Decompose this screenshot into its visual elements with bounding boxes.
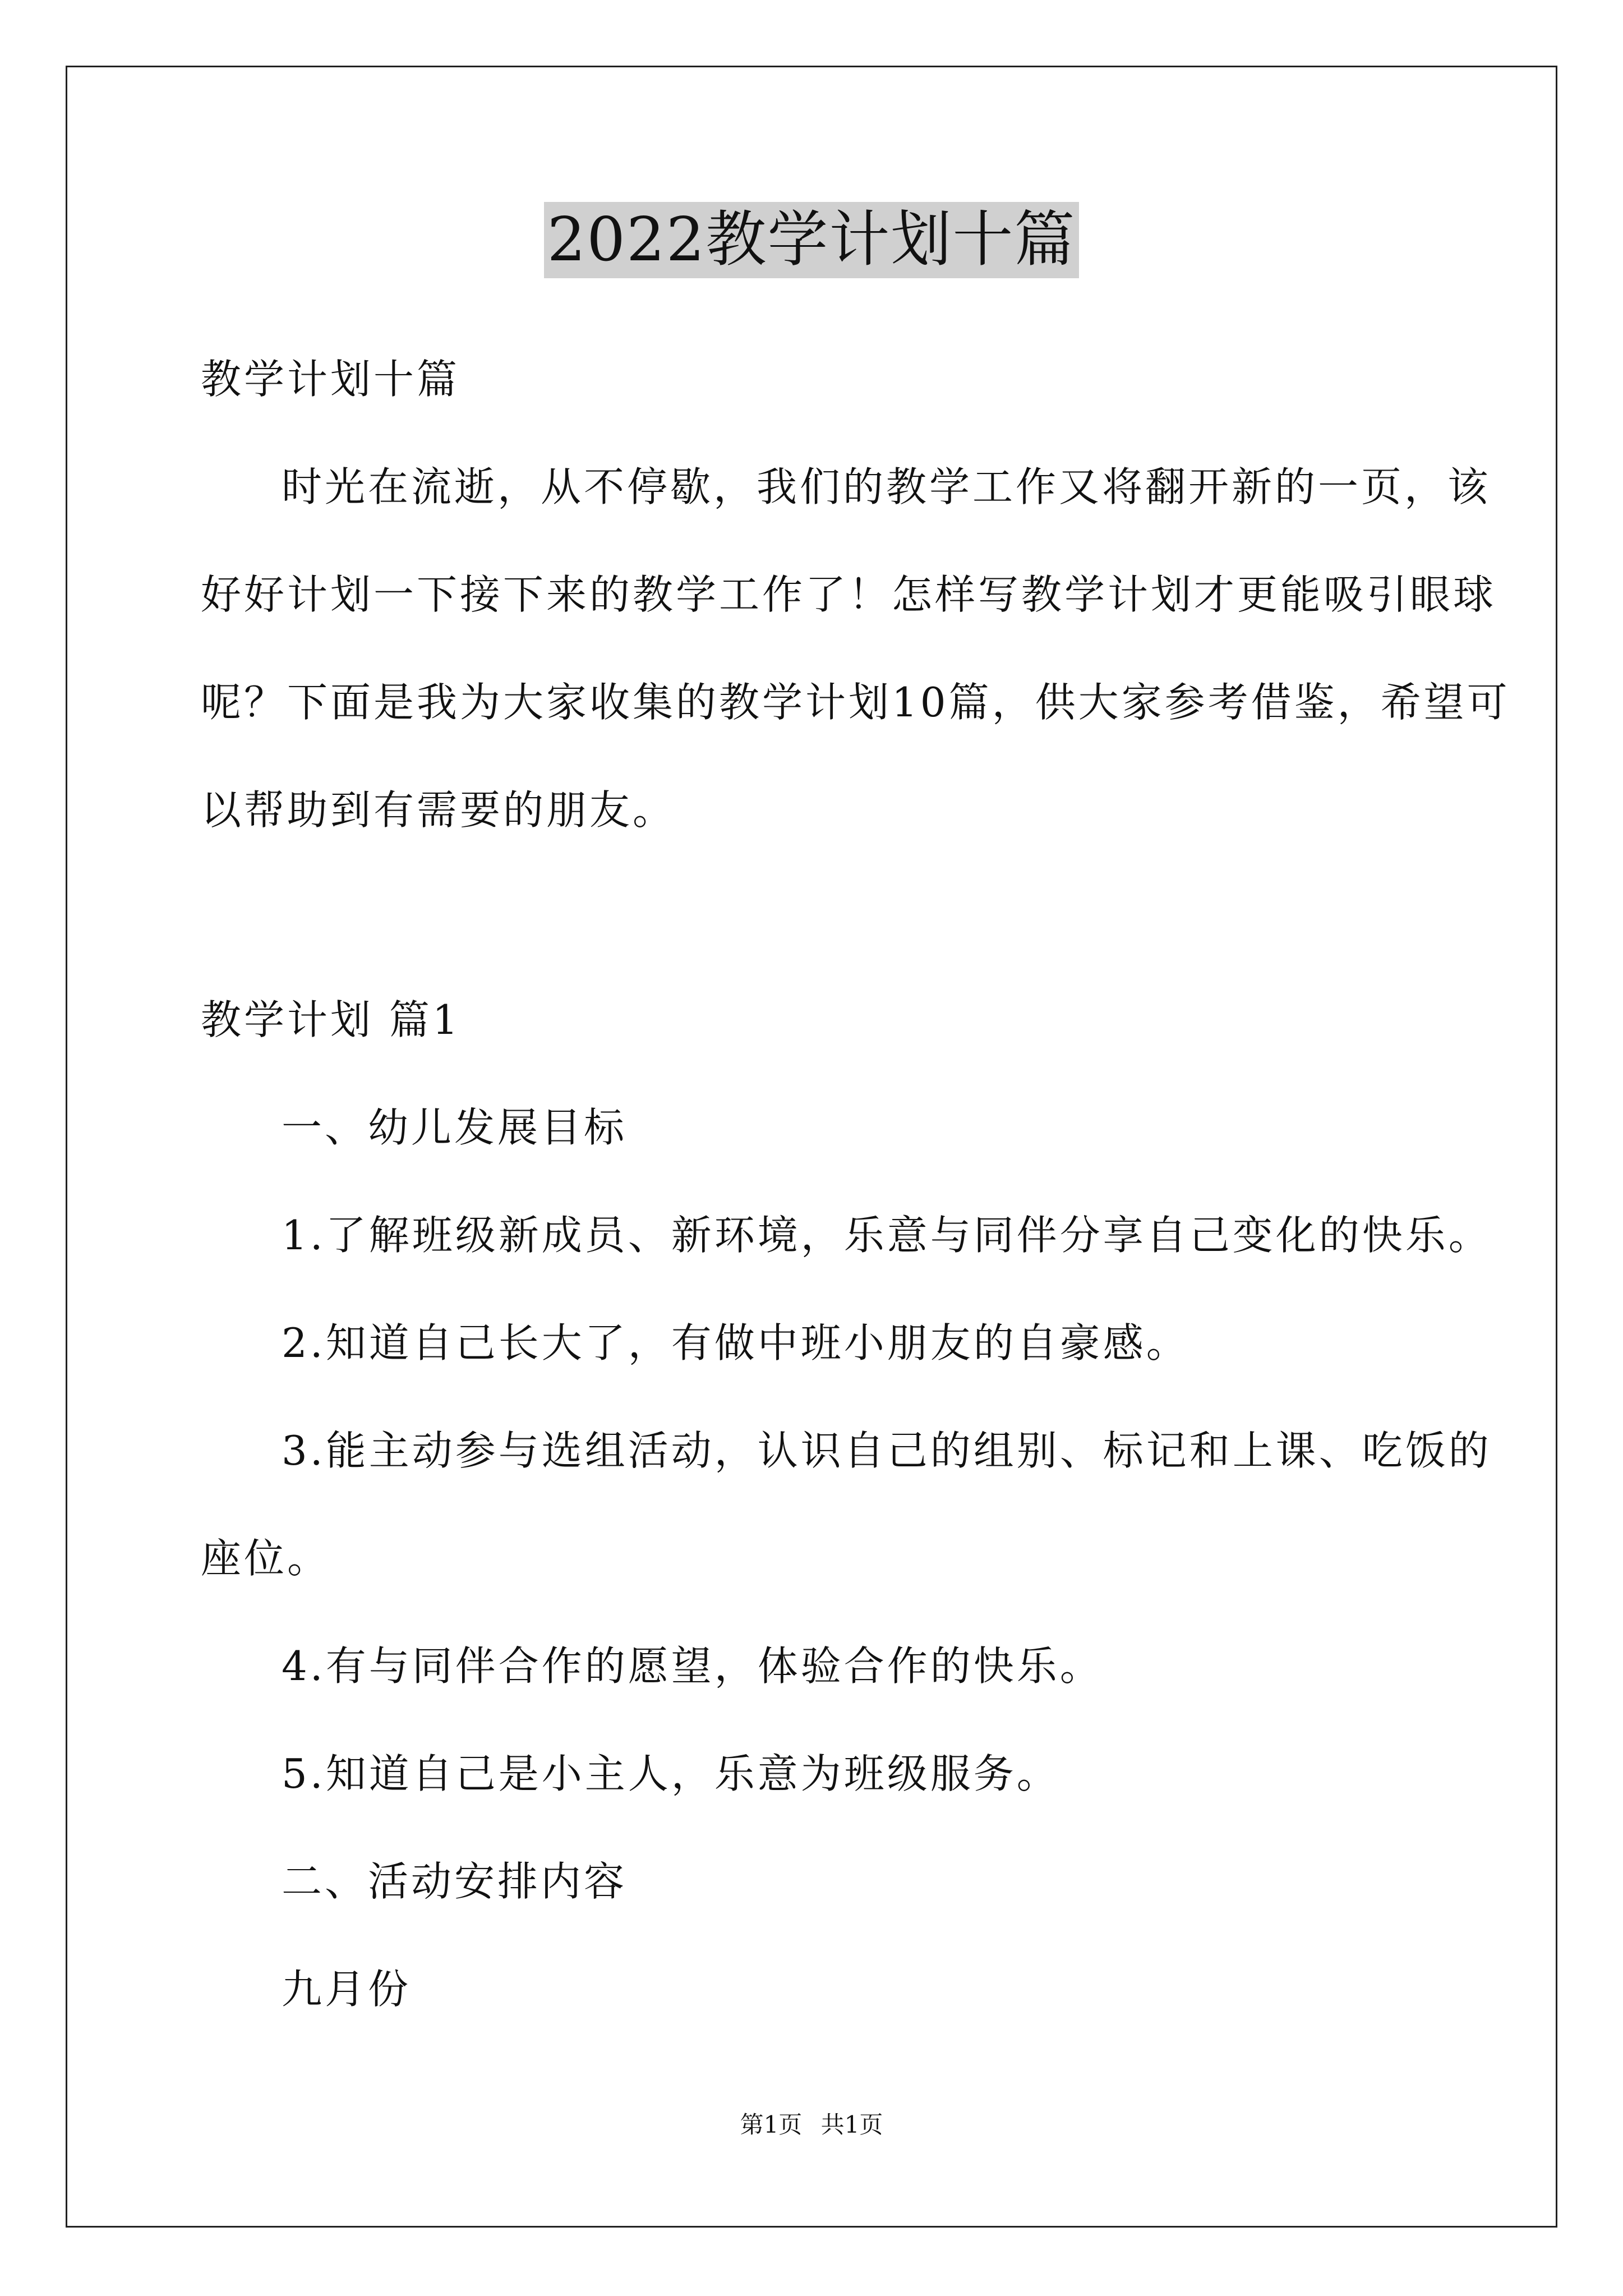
goal-heading: 一、幼儿发展目标 <box>282 1104 628 1151</box>
goal-item-3-continued: 座位。 <box>201 1535 331 1582</box>
page-number-total: 共1页 <box>820 2111 883 2138</box>
document-title: 2022教学计划十篇 <box>544 202 1080 278</box>
goal-item-4: 4.有与同伴合作的愿望，体验合作的快乐。 <box>282 1642 1103 1690</box>
document-subtitle: 教学计划十篇 <box>201 356 460 403</box>
month-label: 九月份 <box>282 1966 412 2013</box>
activity-heading: 二、活动安排内容 <box>282 1858 628 1905</box>
goal-item-5: 5.知道自己是小主人，乐意为班级服务。 <box>282 1750 1060 1797</box>
page-number-current: 第1页 <box>740 2111 803 2138</box>
page-footer <box>0 2109 1623 2141</box>
title-container <box>0 202 1623 278</box>
goal-item-2: 2.知道自己长大了，有做中班小朋友的自豪感。 <box>282 1319 1189 1366</box>
intro-line-3: 呢？下面是我为大家收集的教学计划10篇，供大家参考借鉴，希望可 <box>201 679 1510 726</box>
goal-item-3: 3.能主动参与选组活动，认识自己的组别、标记和上课、吃饭的 <box>282 1427 1492 1474</box>
goal-item-1: 1.了解班级新成员、新环境，乐意与同伴分享自己变化的快乐。 <box>282 1212 1492 1259</box>
intro-line-4: 以帮助到有需要的朋友。 <box>201 786 676 834</box>
intro-line-1: 时光在流逝，从不停歇，我们的教学工作又将翻开新的一页，该 <box>282 463 1491 510</box>
intro-line-2: 好好计划一下接下来的教学工作了！怎样写教学计划才更能吸引眼球 <box>201 571 1497 618</box>
section-heading: 教学计划 篇1 <box>201 996 461 1043</box>
